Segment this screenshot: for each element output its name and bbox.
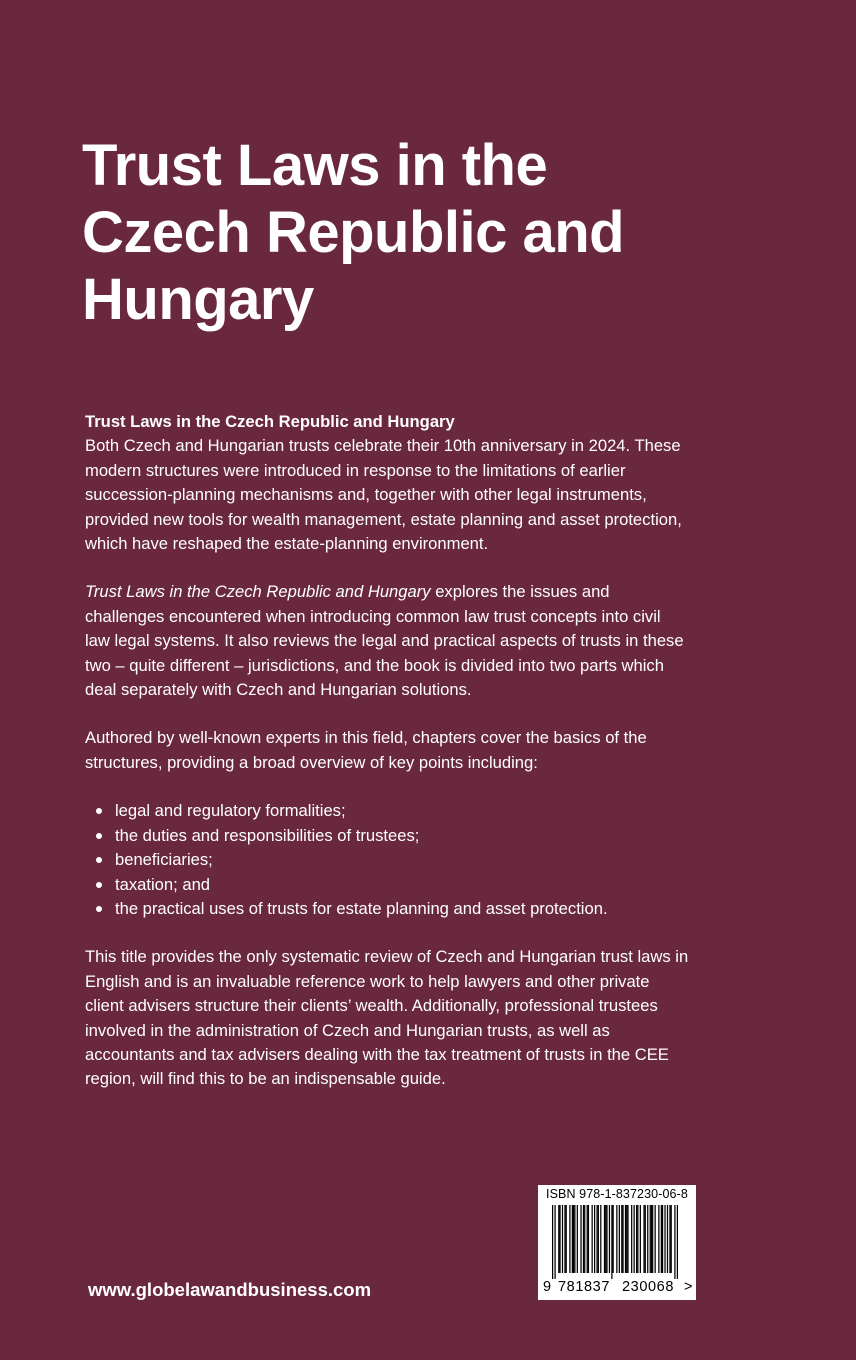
barcode-bar xyxy=(587,1205,588,1273)
barcode-bar xyxy=(552,1205,553,1279)
list-item: the duties and responsibilities of trustees; xyxy=(85,824,690,848)
barcode-bar xyxy=(573,1205,574,1273)
list-item: taxation; and xyxy=(85,873,690,897)
barcode-bar xyxy=(655,1205,656,1273)
barcode-bar xyxy=(596,1205,597,1273)
paragraph-1: Both Czech and Hungarian trusts celebrate their 10th anniversary in 2024. These modern structures were introduced in response to the limitations of earlier succession-planning mechanisms and, together with other legal instruments, provided new tools for wealth management, estate planning and asset protection, which have reshaped the estate-planning environment. xyxy=(85,436,682,554)
barcode-bar xyxy=(613,1205,614,1273)
blurb xyxy=(85,410,690,1116)
barcode-bars xyxy=(552,1205,678,1279)
barcode-bar xyxy=(583,1205,584,1273)
barcode-bar xyxy=(650,1205,651,1273)
barcode-bar xyxy=(636,1205,637,1273)
barcode-bar xyxy=(658,1205,659,1273)
barcode-bar xyxy=(626,1205,627,1273)
key-points-list xyxy=(85,799,690,921)
barcode-bar xyxy=(564,1205,565,1273)
barcode-bar xyxy=(631,1205,632,1273)
list-item: beneficiaries; xyxy=(85,848,690,872)
barcode-bar xyxy=(572,1205,573,1273)
barcode-bar xyxy=(559,1205,560,1273)
barcode-bar xyxy=(640,1205,641,1273)
barcode-left-group: 781837 xyxy=(558,1279,610,1295)
barcode-lead-digit: 9 xyxy=(543,1279,552,1295)
barcode-bar xyxy=(637,1205,638,1273)
barcode-bar xyxy=(611,1205,612,1279)
barcode-bar xyxy=(580,1205,581,1273)
intro-paragraph xyxy=(85,410,690,556)
barcode-bar xyxy=(562,1205,563,1273)
barcode-bar xyxy=(574,1205,575,1273)
barcode-bar xyxy=(606,1205,607,1273)
barcode-end-mark: > xyxy=(684,1279,694,1295)
isbn-label: ISBN 978-1-837230-06-8 xyxy=(546,1187,688,1201)
barcode-bar xyxy=(667,1205,668,1273)
paragraph-2 xyxy=(85,580,690,702)
barcode-bar xyxy=(625,1205,626,1273)
barcode-bar xyxy=(598,1205,599,1273)
publisher-website: www.globelawandbusiness.com xyxy=(88,1279,372,1300)
barcode-bar xyxy=(566,1205,567,1273)
barcode-bar xyxy=(634,1205,635,1273)
barcode-bar xyxy=(569,1205,570,1273)
barcode-bar xyxy=(609,1205,610,1273)
barcode-bar xyxy=(584,1205,585,1273)
barcode-bar xyxy=(652,1205,653,1273)
barcode-bar xyxy=(664,1205,665,1273)
barcode-bar xyxy=(577,1205,578,1273)
barcode-bar xyxy=(627,1205,628,1273)
blurb-subtitle: Trust Laws in the Czech Republic and Hungary xyxy=(85,412,455,431)
barcode-bar xyxy=(662,1205,663,1273)
title-line-3: Hungary xyxy=(82,267,314,332)
barcode-bar xyxy=(622,1205,623,1273)
barcode-bar xyxy=(619,1205,620,1273)
title-line-1: Trust Laws in the xyxy=(82,133,548,198)
list-item: the practical uses of trusts for estate planning and asset protection. xyxy=(85,897,690,921)
barcode-bar xyxy=(651,1205,652,1273)
barcode-bar xyxy=(592,1205,593,1273)
barcode-bar xyxy=(604,1205,605,1273)
barcode-bar xyxy=(643,1205,644,1273)
barcode-bar xyxy=(558,1205,559,1273)
barcode-bar xyxy=(674,1205,675,1279)
list-item: legal and regulatory formalities; xyxy=(85,799,690,823)
barcode-bar xyxy=(671,1205,672,1273)
title-line-2: Czech Republic and xyxy=(82,200,625,265)
barcode-bar xyxy=(661,1205,662,1273)
barcode-bar xyxy=(588,1205,589,1273)
barcode-bar xyxy=(600,1205,601,1273)
barcode-bar xyxy=(605,1205,606,1273)
barcode-bar xyxy=(677,1205,678,1279)
paragraph-2-italic-title: Trust Laws in the Czech Republic and Hungary xyxy=(85,582,431,602)
barcode-bar xyxy=(554,1205,555,1279)
barcode-right-group: 230068 xyxy=(622,1279,674,1295)
isbn-barcode xyxy=(538,1185,696,1300)
barcode-bar xyxy=(616,1205,617,1273)
book-title xyxy=(82,132,802,333)
paragraph-4: This title provides the only systematic review of Czech and Hungarian trust laws in English and is an invaluable reference work to help lawyers and other private client advisers structure their clients’ wealth. Additionally, professional trustees involved in the administration of Czech and Hungarian trusts, as well as accountants and tax advisers dealing with the tax treatment of trusts in the CEE region, will find this to be an indispensable guide. xyxy=(85,947,689,1089)
barcode-bar xyxy=(669,1205,670,1273)
paragraph-3: Authored by well-known experts in this field, chapters cover the basics of the structures, providing a broad overview of key points including: xyxy=(85,728,647,772)
barcode-bar xyxy=(645,1205,646,1273)
barcode-bar xyxy=(647,1205,648,1273)
paragraph-2-text: explores the issues and challenges encountered when introducing common law trust concepts into civil law legal systems. It also reviews the legal and practical aspects of trusts in these two – quite different – jurisdictions, and the book is divided into two parts which deal separately with Czech and Hungarian solutions. xyxy=(85,582,684,700)
barcode-bar xyxy=(594,1205,595,1273)
barcode-bar xyxy=(621,1205,622,1273)
